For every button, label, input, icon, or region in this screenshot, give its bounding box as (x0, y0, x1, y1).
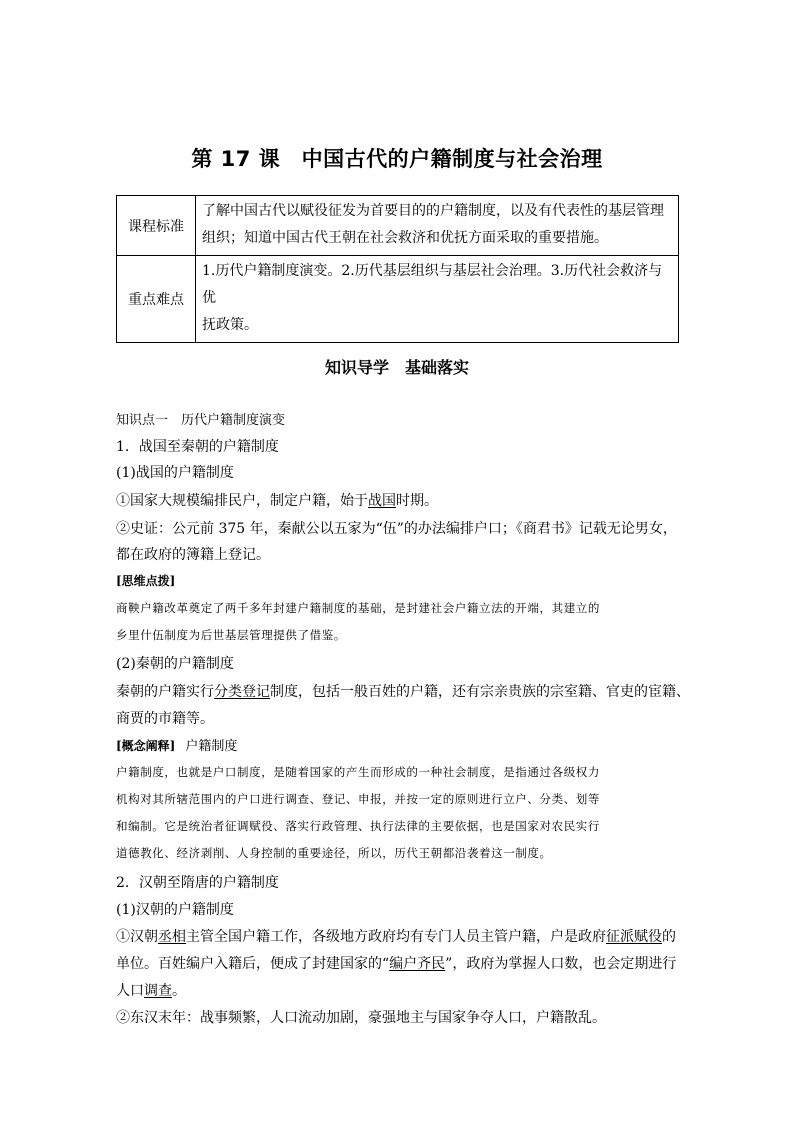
table-row (117, 196, 679, 256)
paragraph-line: ②史证：公元前 375 年，秦献公以五家为“伍”的办法编排户口；《商君书》记载无论男女， (116, 521, 677, 537)
paragraph-line: 单位。百姓编户入籍后，便成了封建国家的“编户齐民”，政府为掌握人口数，也会定期进行 (116, 956, 677, 972)
paragraph-line: 人口调查。 (116, 983, 186, 999)
concept-line: 户籍制度，也就是户口制度，是随着国家的产生而形成的一种社会制度，是指通过各级权力 (116, 765, 600, 779)
table-row (117, 256, 679, 343)
paragraph-line: ①汉朝丞相主管全国户籍工作，各级地方政府均有专门人员主管户籍，户是政府征派赋役的 (116, 929, 676, 945)
knowledge-point-heading: 知识点一 历代户籍制度演变 (116, 413, 286, 428)
subsection-heading: 1．战国至秦朝的户籍制度 (116, 439, 279, 455)
section-title: 知识导学 基础落实 (324, 358, 469, 377)
underlined-term: 战国 (368, 493, 396, 509)
row-label-key-points: 重点难点 (117, 256, 196, 343)
underlined-term: 丞相 (158, 929, 186, 945)
paragraph-line: ②东汉末年：战事频繁，人口流动加剧，豪强地主与国家争夺人口，户籍散乱。 (116, 1010, 606, 1026)
subsection-heading: (1)战国的户籍制度 (116, 465, 234, 481)
underlined-term: 征派赋役 (606, 929, 662, 945)
row-content-key-points (196, 256, 679, 343)
underlined-term: 编户齐民 (389, 956, 446, 972)
concept-tag: [概念阐释] (116, 739, 176, 753)
underlined-term: 调查 (144, 983, 172, 999)
row-label-standard: 课程标准 (117, 196, 196, 256)
subsection-heading: (1)汉朝的户籍制度 (116, 902, 234, 918)
tip-tag: [思维点拨] (116, 574, 176, 588)
tip-line: 乡里什伍制度为后世基层管理提供了借鉴。 (116, 628, 346, 642)
text-line: 抚政策。 (202, 317, 258, 333)
paragraph-line: 都在政府的簿籍上登记。 (116, 547, 270, 563)
concept-line: 道德教化、经济剥削、人身控制的重要途径，所以，历代王朝都沿袭着这一制度。 (116, 846, 552, 860)
text-line: 组织；知道中国古代王朝在社会救济和优抚方面采取的重要措施。 (202, 230, 608, 246)
subsection-heading: (2)秦朝的户籍制度 (116, 656, 234, 672)
row-content-standard (196, 196, 679, 256)
paragraph-line: 商贾的市籍等。 (116, 711, 214, 727)
underlined-term: 分类登记 (214, 684, 270, 700)
course-standards-table (116, 195, 679, 343)
concept-heading (116, 735, 237, 754)
concept-line: 和编制。它是统治者征调赋役、落实行政管理、执行法律的主要依据，也是国家对农民实行 (116, 819, 600, 833)
text-line: 了解中国古代以赋役征发为首要目的的户籍制度，以及有代表性的基层管理 (202, 203, 664, 219)
paragraph-line: 秦朝的户籍实行分类登记制度，包括一般百姓的户籍，还有宗亲贵族的宗室籍、官吏的宦籍、 (116, 684, 690, 700)
paragraph-line: ①国家大规模编排民户，制定户籍，始于战国时期。 (116, 493, 438, 509)
tip-line: 商鞅户籍改革奠定了两千多年封建户籍制度的基础，是封建社会户籍立法的开端，其建立的 (116, 601, 600, 615)
text-line: 1.历代户籍制度演变。2.历代基层组织与基层社会治理。3.历代社会救济与优 (202, 263, 663, 306)
subsection-heading: 2．汉朝至隋唐的户籍制度 (116, 875, 279, 891)
page-title: 第 17 课 中国古代的户籍制度与社会治理 (191, 147, 603, 171)
concept-line: 机构对其所辖范围内的户口进行调查、登记、申报，并按一定的原则进行立户、分类、划等 (116, 792, 600, 806)
concept-title: 户籍制度 (185, 739, 238, 754)
